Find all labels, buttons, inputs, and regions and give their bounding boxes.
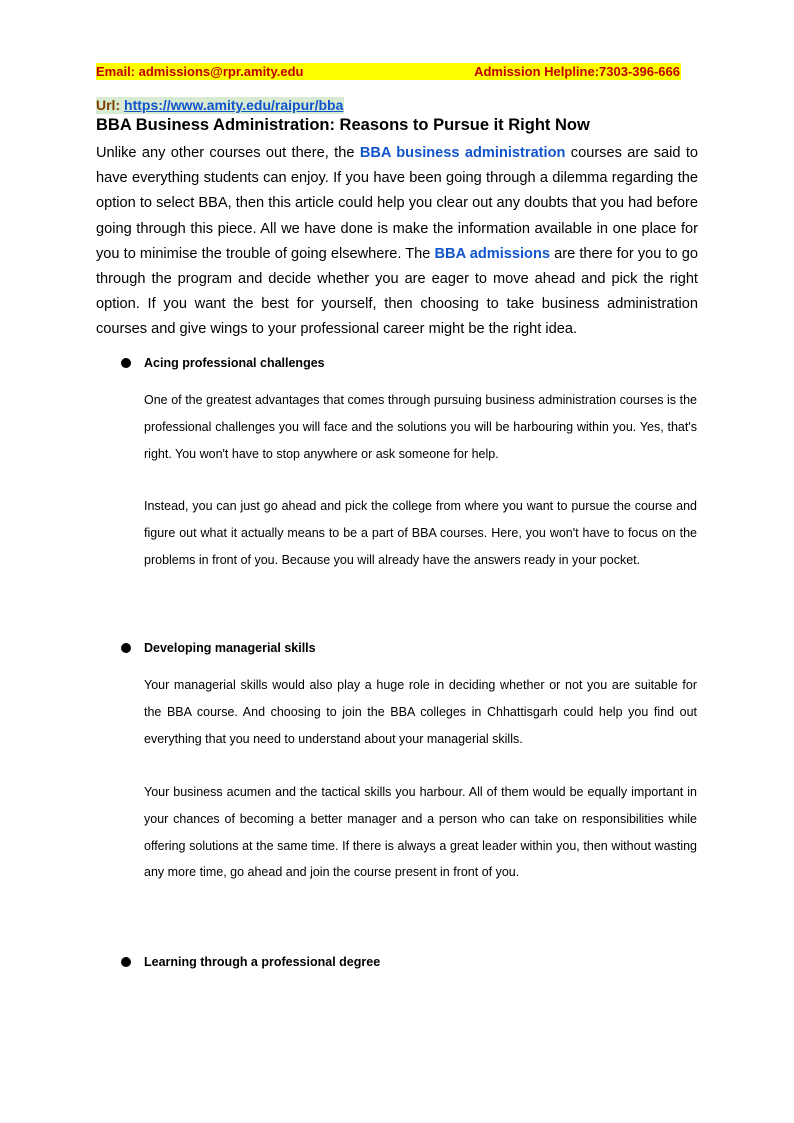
section-paragraph: Instead, you can just go ahead and pick the college from where you want to pursue the course and figure out what it actually means to be a part of BBA courses. Here, you won't have to focus on the problems in front of you. Because you will already have the answers ready in your pocket. (144, 499, 697, 567)
bullet-icon (121, 643, 131, 653)
section-paragraph: Your business acumen and the tactical skills you harbour. All of them would be equally important in your chances of becoming a better manager and a person who can take on responsibilities while offering solutions at the same time. If there is always a great leader within you, then without wasting any more time, go ahead and join the course present in front of you. (144, 785, 697, 880)
intro-text-1: Unlike any other courses out there, the (96, 145, 360, 161)
url-line (96, 97, 344, 114)
section-heading-text: Acing professional challenges (144, 356, 325, 370)
section-heading-managerial-skills (121, 639, 701, 657)
section-paragraph: Your managerial skills would also play a huge role in deciding whether or not you are suitable for the BBA course. And choosing to join the BBA colleges in Chhattisgarh could help you find out everything that you need to understand about your managerial skills. (144, 678, 697, 746)
intro-text-3: are there for you to go through the program and decide whether you are eager to move ahead and pick the right option. If you want the best for yourself, then choosing to take business administration courses and give wings to your professional career might be the right idea. (96, 245, 698, 338)
page-title: BBA Business Administration: Reasons to Pursue it Right Now (96, 116, 590, 134)
admissions-email[interactable]: Email: admissions@rpr.amity.edu (96, 64, 304, 79)
section-heading-acing-challenges (121, 354, 701, 372)
contact-header-bar (96, 63, 681, 80)
bullet-icon (121, 957, 131, 967)
section-heading-text: Learning through a professional degree (144, 955, 381, 969)
url-label: Url: (96, 97, 121, 113)
bba-business-administration-link[interactable]: BBA business administration (359, 145, 566, 161)
section-heading-professional-degree (121, 953, 701, 971)
bba-page-link[interactable]: https://www.amity.edu/raipur/bba (124, 97, 344, 113)
intro-paragraph (96, 141, 698, 343)
bba-admissions-link[interactable]: BBA admissions (434, 245, 550, 262)
bullet-icon (121, 358, 131, 368)
intro-text-2: courses are said to have everything students can enjoy. If you have been going through a dilemma regarding the option to select BBA, then this article could help you clear out any doubts that you had before going through this piece. All we have done is make the information available in one place for you to minimise the trouble of going elsewhere. The (96, 145, 698, 262)
section-paragraph: One of the greatest advantages that comes through pursuing business administration courses is the professional challenges you will face and the solutions you will be harbouring within you. Yes, that's right. You won't have to stop anywhere or ask someone for help. (144, 393, 697, 461)
admission-helpline: Admission Helpline:7303-396-666 (474, 64, 680, 79)
section-heading-text: Developing managerial skills (144, 641, 316, 655)
